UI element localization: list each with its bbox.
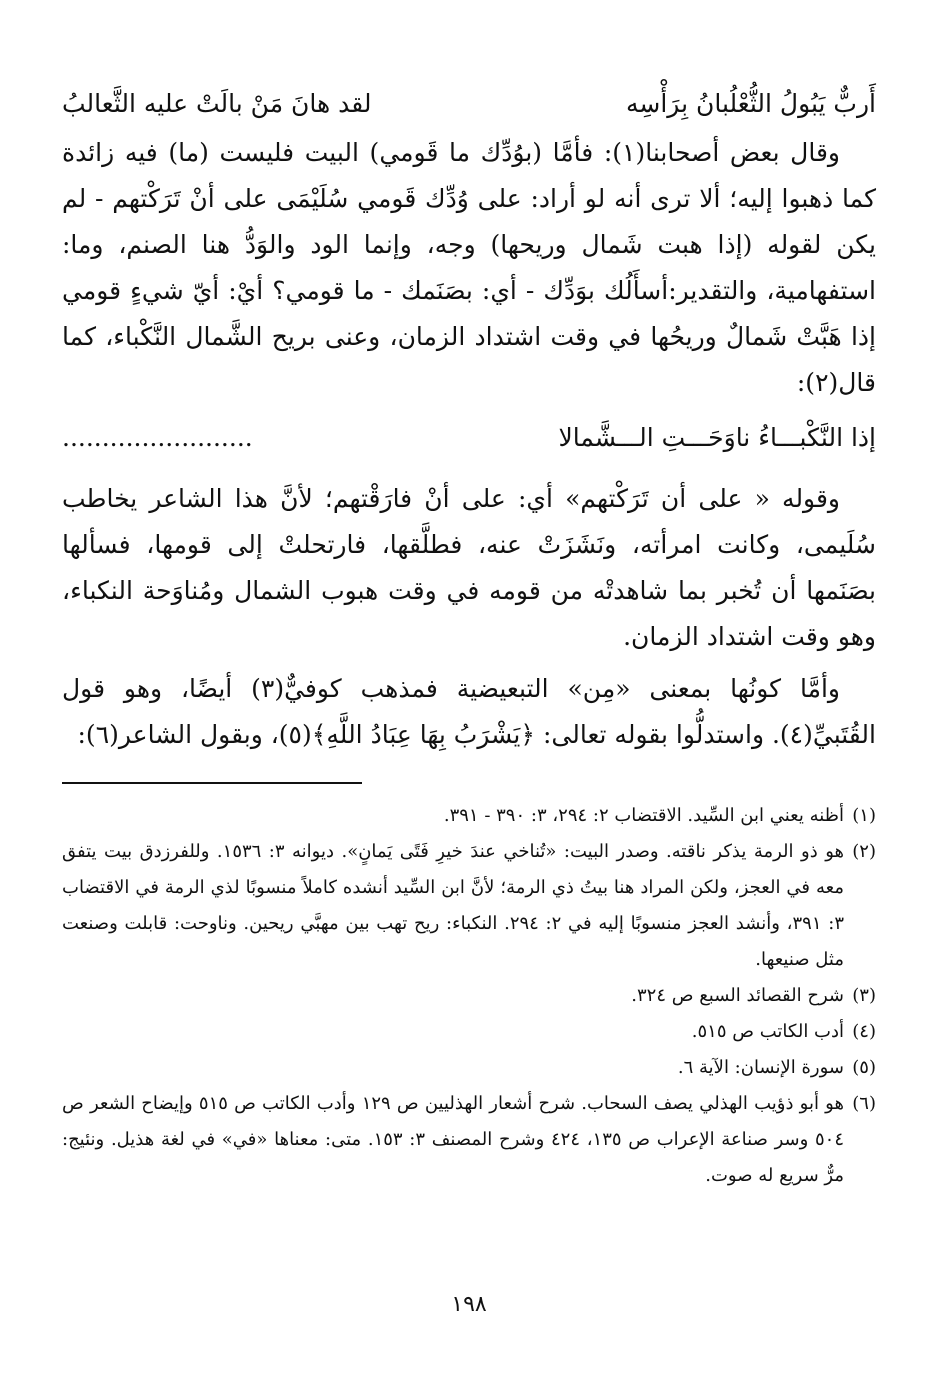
- footnote-text: أدب الكاتب ص ٥١٥.: [691, 1021, 844, 1042]
- verse-line-1: [62, 82, 876, 130]
- footnote-text: أظنه يعني ابن السِّيد. الاقتضاب ٢: ٢٩٤، ٣: ٣٩٠ - ٣٩١.: [443, 805, 844, 826]
- footnote: [62, 1050, 876, 1086]
- footnote-number: (٣): [852, 985, 876, 1006]
- footnote: [62, 1086, 876, 1194]
- footnote-number: (٢): [852, 841, 876, 862]
- page-body: [62, 82, 876, 1194]
- footnote-text: هو أبو ذؤيب الهذلي يصف السحاب. شرح أشعار الهذليين ص ١٢٩ وأدب الكاتب ص ٥١٥ وإيضاح الشعر ص ٥٠٤ وسر صناعة الإعراب ص ١٣٥، ٤٢٤ وشرح المصنف ٣: ١٥٣. متى: معناها «في» في لغة هذيل. ونئيج: مرٌّ سريع له صوت.: [62, 1093, 845, 1186]
- verse-line-2: [62, 416, 876, 464]
- verse-hemistich: إذا النَّكْبـــاءُ ناوَحَـــتِ الـــشَّمالا: [558, 423, 876, 452]
- footnote-text: شرح القصائد السبع ص ٣٢٤.: [631, 985, 844, 1006]
- paragraph-3: وأمَّا كونُها بمعنى «مِن» التبعيضية فمذهب كوفيٌّ(٣) أيضًا، وهو قول القُتَبيِّ(٤). واستدلُّوا بقوله تعالى: ﴿يَشْرَبُ بِهَا عِبَادُ اللَّهِ﴾(٥)، وبقول الشاعر(٦):: [62, 674, 876, 749]
- footnote-number: (٦): [852, 1093, 876, 1114]
- footnote-text: هو ذو الرمة يذكر ناقته. وصدر البيت: «تُناخي عندَ خيرِ فَتًى يَمانٍ». ديوانه ٣: ١٥٣٦. وللفرزدق بيت يتفق معه في العجز، ولكن المراد هنا بيتُ ذي الرمة؛ لأنَّ ابن السِّيد أنشده كاملاً منسوبًا لذي الرمة في الاقتضاب ٣: ٣٩١، وأنشد العجز منسوبًا إليه في ٢: ٢٩٤. النكباء: ريح تهب بين مهبَّي ريحين. وناوحت: قابلت وصنعت مثل صنيعها.: [62, 841, 844, 970]
- footnote: [62, 798, 876, 834]
- footnote-separator: [62, 782, 362, 784]
- paragraph-1: وقال بعض أصحابنا(١): فأمَّا (بوُدِّك ما قَومي) البيت فليست (ما) فيه زائدة كما ذهبوا إليه؛ ألا ترى أنه لو أراد: على وُدِّك قَومي سُلَيْمَى على أنْ تَرَكْتهم - لم يكن لقوله (إذا هبت شَمال وريحها) وجه، وإنما الود والوَدُّ هنا الصنم، وما: استفهامية، والتقدير:أسأَلُك بوَدِّك - أي: بصَنَمك - ما قومي؟ أيْ: أيّ شيءٍ قومي إذا هَبَّتْ شَمالٌ وريحُها في وقت اشتداد الزمان، وعنى بريح الشَّمال النَّكْباء، كما قال(٢):: [62, 138, 876, 397]
- paragraph-2: وقوله « على أن تَرَكْتهم» أي: على أنْ فارَقْتهم؛ لأنَّ هذا الشاعر يخاطب سُلَيمى، وكانت امرأته، ونَشَزَتْ عنه، فطلَّقها، فارتحلتْ إلى قومها، فسألها بصَنَمها أن تُخبر بما شاهدتْه من قومه في وقت هبوب الشمال ومُناوَحة النكباء، وهو وقت اشتداد الزمان.: [62, 484, 876, 651]
- footnote: [62, 978, 876, 1014]
- footnote-number: (٤): [852, 1021, 876, 1042]
- verse-first-hemistich: أَربٌّ يَبُولُ الثُّعْلُبانُ بِرَأْسِه: [626, 89, 876, 118]
- footnote: [62, 834, 876, 978]
- footnote-text: سورة الإنسان: الآية ٦.: [677, 1057, 844, 1078]
- footnotes: [62, 798, 876, 1194]
- verse-second-hemistich: لقد هانَ مَنْ بالَتْ عليه الثَّعالبُ: [62, 89, 372, 118]
- footnote: [62, 1014, 876, 1050]
- verse-ellipsis: ........................: [62, 423, 253, 452]
- page-number: ١٩٨: [451, 1292, 487, 1317]
- footnote-number: (٥): [852, 1057, 876, 1078]
- footnote-number: (١): [852, 805, 876, 826]
